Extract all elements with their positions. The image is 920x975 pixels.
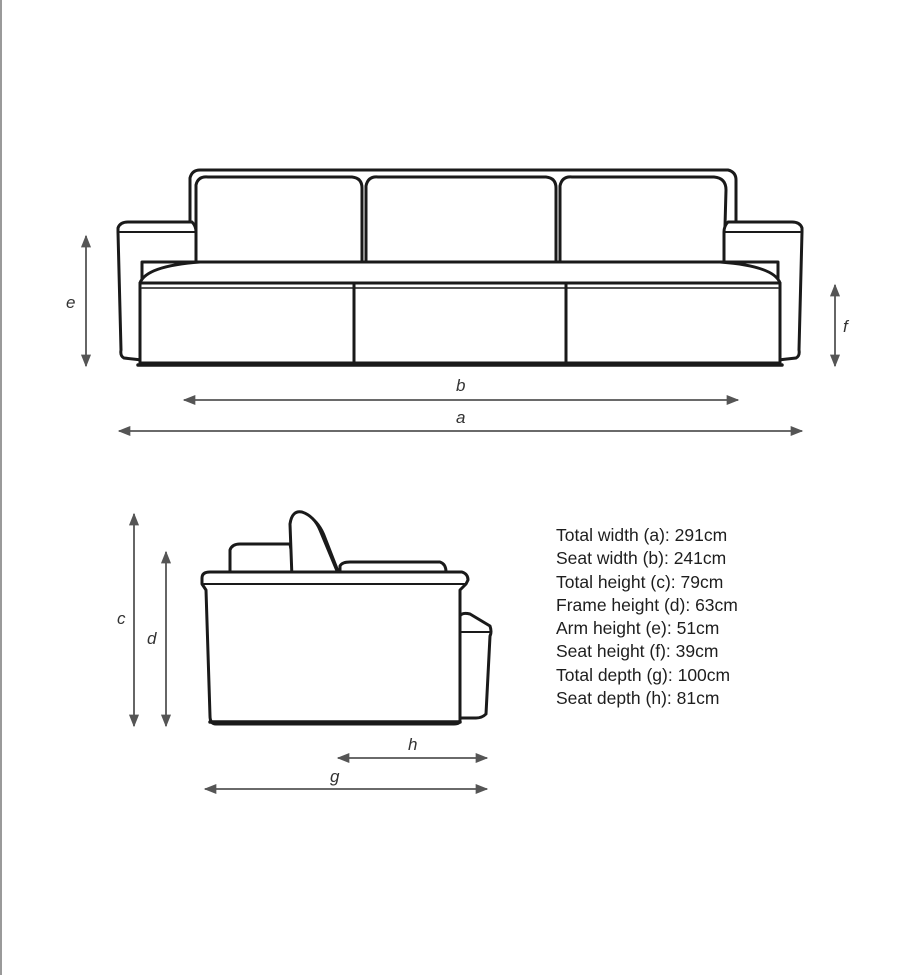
spec-arm-height: Arm height (e): 51cm xyxy=(556,618,720,639)
dim-label-g: g xyxy=(330,767,340,786)
spec-list xyxy=(556,524,738,710)
spec-total-height: Total height (c): 79cm xyxy=(556,571,724,592)
seat-front-right xyxy=(566,283,780,363)
dim-label-c: c xyxy=(117,609,126,628)
spec-seat-depth: Seat depth (h): 81cm xyxy=(556,688,720,709)
side-seat-front xyxy=(458,613,491,718)
dim-label-b: b xyxy=(456,376,466,395)
dim-label-e: e xyxy=(66,293,76,312)
spec-frame-height: Frame height (d): 63cm xyxy=(556,594,738,615)
seat-front-left xyxy=(140,283,354,363)
back-cushion-middle xyxy=(366,177,556,262)
spec-total-depth: Total depth (g): 100cm xyxy=(556,664,731,685)
seat-top xyxy=(140,262,780,283)
dim-label-a: a xyxy=(456,408,466,427)
sofa-side-view xyxy=(202,512,491,724)
back-cushion-right xyxy=(560,177,726,262)
spec-total-width: Total width (a): 291cm xyxy=(556,525,728,545)
dim-label-f: f xyxy=(843,317,848,336)
side-body xyxy=(202,572,468,724)
seat-front-middle xyxy=(354,283,566,363)
back-cushion-left xyxy=(196,177,362,262)
dim-label-h: h xyxy=(408,735,418,754)
dim-label-d: d xyxy=(147,629,157,648)
spec-seat-height: Seat height (f): 39cm xyxy=(556,641,719,662)
sofa-front-view xyxy=(118,170,802,365)
spec-seat-width: Seat width (b): 241cm xyxy=(556,548,727,569)
